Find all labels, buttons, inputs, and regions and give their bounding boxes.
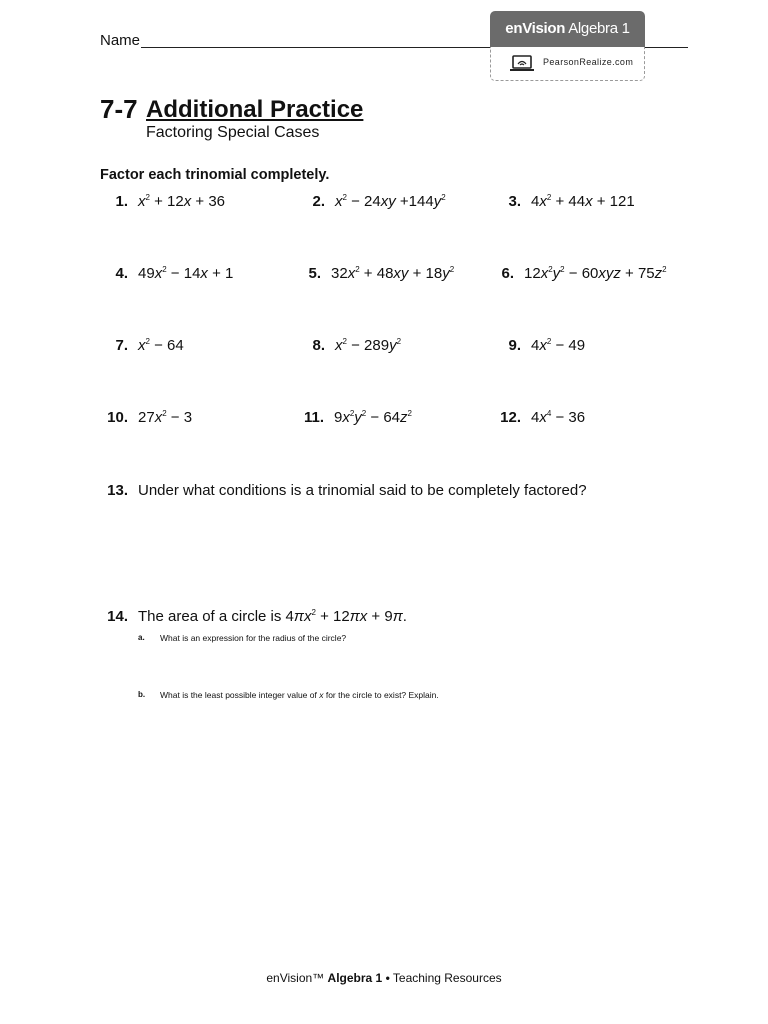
problem-expression: $49x^2 - 14x + 1$	[138, 265, 234, 282]
lesson-title: Additional Practice	[146, 96, 364, 123]
problem-expression: $4x^2 - 49$	[531, 337, 586, 354]
part-letter: b.	[138, 690, 146, 699]
problem-expression: $27x^2 - 3$	[138, 409, 193, 426]
realize-url-text: PearsonRealize.com	[543, 57, 634, 67]
footer	[0, 971, 768, 985]
question-14-text: The area of a circle is $4\pi x^2 + 12\pi x + 9\pi$.	[138, 608, 407, 625]
envision-logo	[490, 11, 645, 47]
problem-number: 4.	[115, 265, 128, 282]
problem-expression: $x^2 - 64$	[138, 337, 184, 354]
problem-number: 1.	[115, 193, 128, 210]
lesson-number: 7-7	[100, 94, 138, 124]
footer-product: Algebra 1	[327, 971, 383, 985]
problem-expression: $4x^4 - 36$	[531, 409, 586, 426]
problem-number: 11.	[303, 409, 324, 426]
problem-number: 12.	[500, 409, 521, 426]
instructions: Factor each trinomial completely.	[100, 167, 330, 183]
part-letter: a.	[138, 633, 145, 642]
problem-number: 2.	[312, 193, 325, 210]
problem-number: 6.	[501, 265, 514, 282]
logo-product: Algebra 1	[568, 20, 630, 37]
problem-expression: $12x^2y^2 - 60xyz + 75z^2$	[524, 265, 667, 282]
question-number: 13.	[107, 482, 128, 499]
problem-expression: $9x^2y^2 - 64z^2$	[334, 409, 412, 426]
logo-brand: enVision	[505, 20, 566, 37]
problem-expression: $x^2 - 289y^2$	[335, 337, 402, 354]
problem-number: 9.	[508, 337, 521, 354]
laptop-icon	[509, 55, 535, 73]
problem-number: 8.	[312, 337, 325, 354]
question-number: 14.	[107, 608, 128, 625]
realize-badge	[490, 47, 645, 81]
footer-separator: •	[385, 971, 390, 985]
problem-expression: $x^2 - 24xy +144y^2$	[335, 193, 446, 210]
problem-number: 5.	[308, 265, 321, 282]
problem-number: 7.	[115, 337, 128, 354]
problem-expression: $4x^2 + 44x + 121$	[531, 193, 635, 210]
lesson-subtitle: Factoring Special Cases	[146, 124, 320, 141]
part-b-text: What is the least possible integer value of x for the circle to exist? Explain.	[160, 690, 439, 700]
problem-number: 3.	[508, 193, 521, 210]
footer-brand: enVision™	[266, 971, 325, 985]
name-label: Name	[100, 32, 141, 49]
question-13-text: Under what conditions is a trinomial said to be completely factored?	[138, 482, 587, 499]
problem-expression: $32x^2 + 48xy + 18y^2$	[331, 265, 455, 282]
footer-resource: Teaching Resources	[392, 971, 502, 985]
part-a-text: What is an expression for the radius of the circle?	[160, 633, 347, 643]
problem-expression: $x^2 + 12x + 36$	[138, 193, 226, 210]
problem-number: 10.	[107, 409, 128, 426]
